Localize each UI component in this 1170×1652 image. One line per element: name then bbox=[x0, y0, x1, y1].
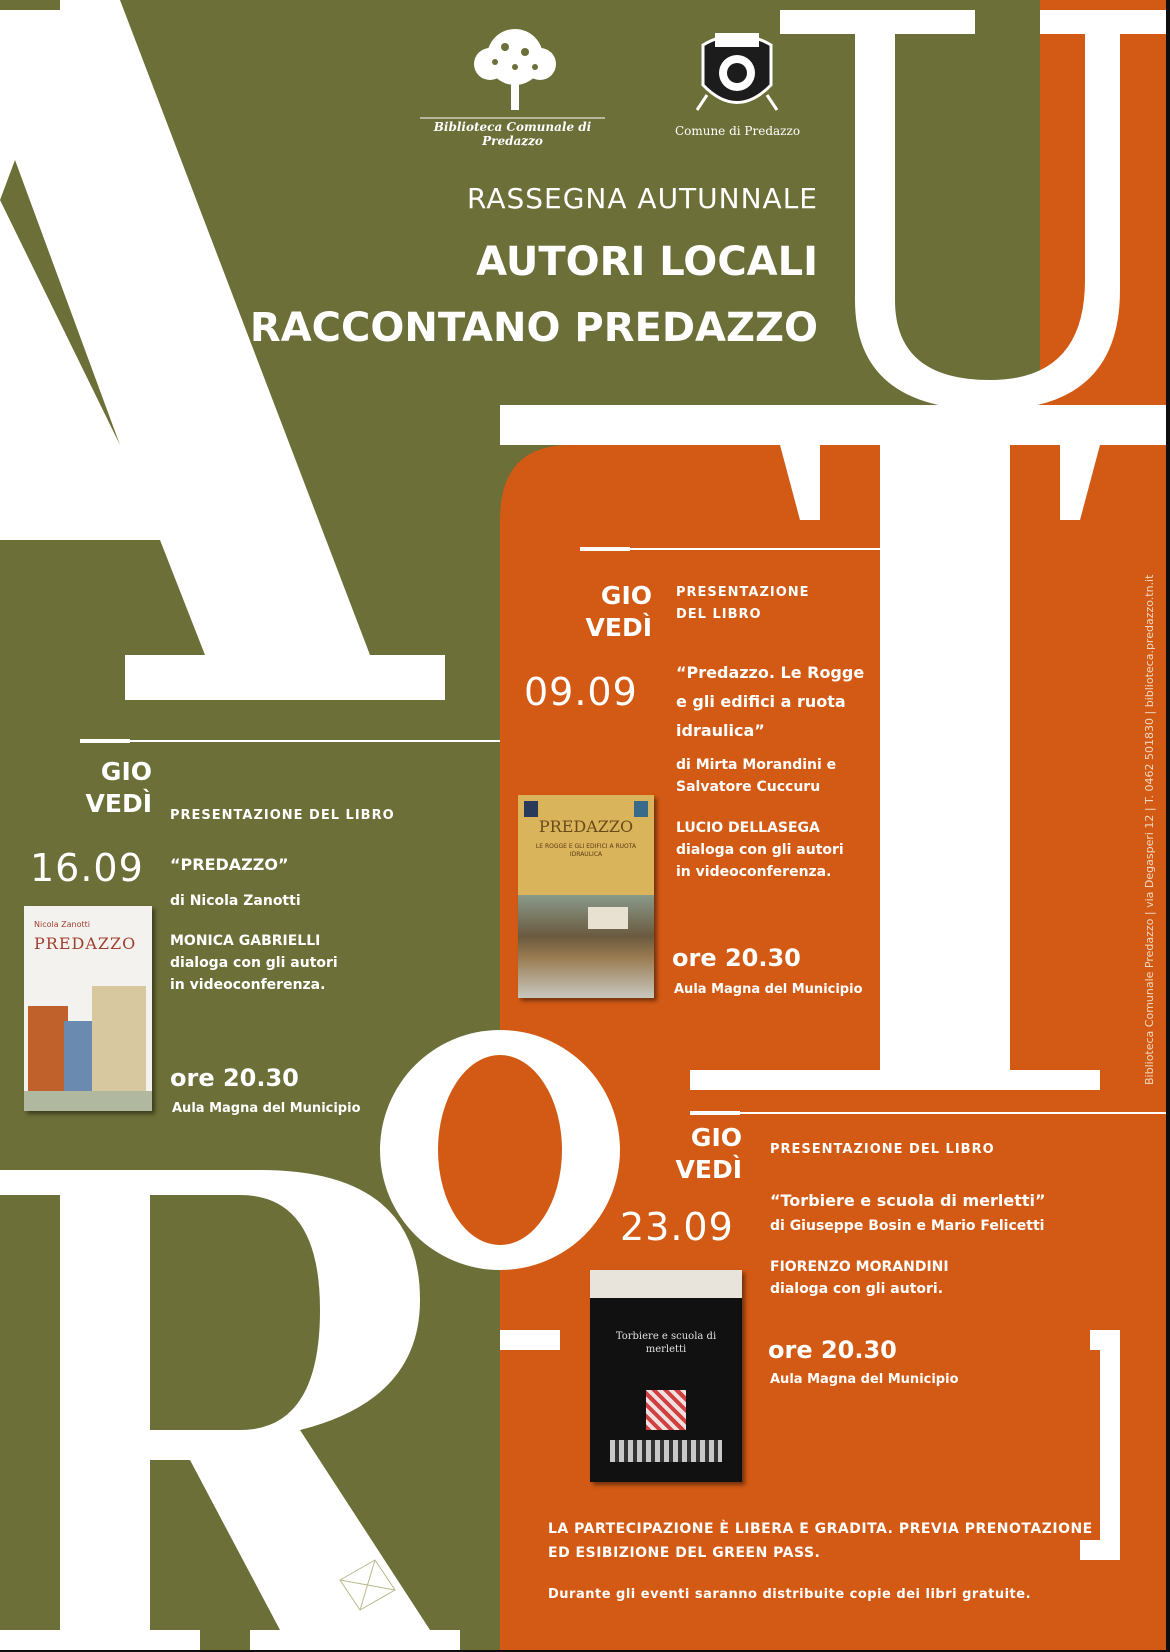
event-3-day-part2: VEDÌ bbox=[675, 1155, 742, 1184]
event-1-book-title-3: idraulica” bbox=[676, 721, 765, 740]
library-logo bbox=[460, 22, 570, 112]
event-2-moderator-note-1: dialoga con gli autori bbox=[170, 955, 338, 971]
event-3-book-title: “Torbiere e scuola di merletti” bbox=[770, 1191, 1046, 1210]
footer-note: Durante gli eventi saranno distribuite copie dei libri gratuite. bbox=[548, 1587, 1032, 1602]
event-1-book-title-2: e gli edifici a ruota bbox=[676, 692, 846, 711]
event-1-date: 09.09 bbox=[524, 670, 638, 714]
cover-street-shape bbox=[24, 1091, 152, 1111]
event-3-date: 23.09 bbox=[620, 1205, 734, 1249]
event-1-authors-2: Salvatore Cuccuru bbox=[676, 779, 821, 795]
series-title: RASSEGNA AUTUNNALE bbox=[467, 182, 818, 215]
event-2-cover-title: PREDAZZO bbox=[34, 934, 137, 953]
event-1-book-title-1: “Predazzo. Le Rogge bbox=[676, 663, 865, 682]
library-logo-caption: Biblioteca Comunale di Predazzo bbox=[433, 120, 592, 148]
cover-people-row bbox=[610, 1440, 722, 1462]
event-3-time: ore 20.30 bbox=[768, 1336, 897, 1364]
event-2-day-part2: VEDÌ bbox=[85, 789, 152, 818]
vertical-contact-info: Biblioteca Comunale Predazzo | via Degasperi 12 | T. 0462 501830 | biblioteca.predazzo.tn.it bbox=[1143, 574, 1156, 1085]
cover-lace-pattern bbox=[646, 1390, 686, 1430]
event-3-day-part1: GIO bbox=[690, 1123, 742, 1152]
event-2-authors: di Nicola Zanotti bbox=[170, 893, 301, 909]
event-3-place: Aula Magna del Municipio bbox=[770, 1372, 959, 1387]
event-2-cover-author: Nicola Zanotti bbox=[34, 920, 91, 929]
cover-building-shape bbox=[588, 907, 628, 929]
cover-top-band bbox=[590, 1270, 742, 1298]
event-1-label-line1: PRESENTAZIONE bbox=[676, 585, 810, 600]
title-line-2: RACCONTANO PREDAZZO bbox=[249, 305, 818, 351]
cover-house-shape bbox=[64, 1021, 94, 1091]
footer-notice-line1: LA PARTECIPAZIONE È LIBERA E GRADITA. PREVIA PRENOTAZIONE bbox=[548, 1521, 1093, 1537]
event-1-day-part2: VEDÌ bbox=[585, 613, 652, 642]
event-2-day-part1: GIO bbox=[100, 757, 152, 786]
event-1-authors-1: di Mirta Morandini e bbox=[676, 757, 837, 773]
event-3-moderator: FIORENZO MORANDINI bbox=[770, 1259, 949, 1275]
event-1-cover-title: PREDAZZO bbox=[538, 817, 634, 836]
event-1-day-part1: GIO bbox=[600, 581, 652, 610]
event-2-time: ore 20.30 bbox=[170, 1064, 299, 1092]
event-1-cover-subtitle: LE ROGGE E GLI EDIFICI A RUOTA IDRAULICA bbox=[535, 843, 637, 858]
footer-notice-line2: ED ESIBIZIONE DEL GREEN PASS. bbox=[548, 1545, 821, 1561]
cover-house-shape bbox=[92, 986, 146, 1091]
coat-of-arms-icon bbox=[693, 25, 781, 120]
event-2-book-title: “PREDAZZO” bbox=[170, 855, 289, 874]
event-1-book-cover bbox=[518, 795, 654, 998]
municipality-seal-caption: Comune di Predazzo bbox=[674, 124, 801, 138]
cover-house-shape bbox=[28, 1006, 68, 1091]
event-1-moderator-note-2: in videoconferenza. bbox=[676, 864, 832, 880]
event-1-moderator-note-1: dialoga con gli autori bbox=[676, 842, 844, 858]
event-2-place: Aula Magna del Municipio bbox=[172, 1101, 361, 1116]
event-1-time: ore 20.30 bbox=[672, 944, 801, 972]
event-3-label: PRESENTAZIONE DEL LIBRO bbox=[770, 1142, 995, 1157]
letter-r bbox=[0, 1170, 460, 1650]
event-2-moderator: MONICA GABRIELLI bbox=[170, 933, 321, 949]
event-1-label-line2: DEL LIBRO bbox=[676, 607, 762, 622]
event-3-cover-title: Torbiere e scuola di merletti bbox=[615, 1331, 717, 1355]
event-1-cover-photo bbox=[518, 895, 654, 998]
cover-emblem-icon bbox=[524, 801, 538, 817]
event-2-book-cover bbox=[24, 906, 152, 1111]
municipality-seal bbox=[693, 25, 781, 120]
title-line-1: AUTORI LOCALI bbox=[476, 239, 818, 285]
letter-u bbox=[780, 10, 1166, 410]
tree-icon bbox=[460, 22, 570, 112]
event-1-place: Aula Magna del Municipio bbox=[674, 982, 863, 997]
letter-o-inner bbox=[438, 1055, 562, 1245]
event-3-moderator-note: dialoga con gli autori. bbox=[770, 1281, 944, 1297]
event-1-moderator: LUCIO DELLASEGA bbox=[676, 820, 820, 836]
event-2-label: PRESENTAZIONE DEL LIBRO bbox=[170, 808, 395, 823]
cover-emblem-icon bbox=[634, 801, 648, 817]
event-3-authors: di Giuseppe Bosin e Mario Felicetti bbox=[770, 1218, 1045, 1234]
event-3-book-cover bbox=[590, 1270, 742, 1482]
event-2-moderator-note-2: in videoconferenza. bbox=[170, 977, 326, 993]
event-2-date: 16.09 bbox=[30, 846, 144, 890]
